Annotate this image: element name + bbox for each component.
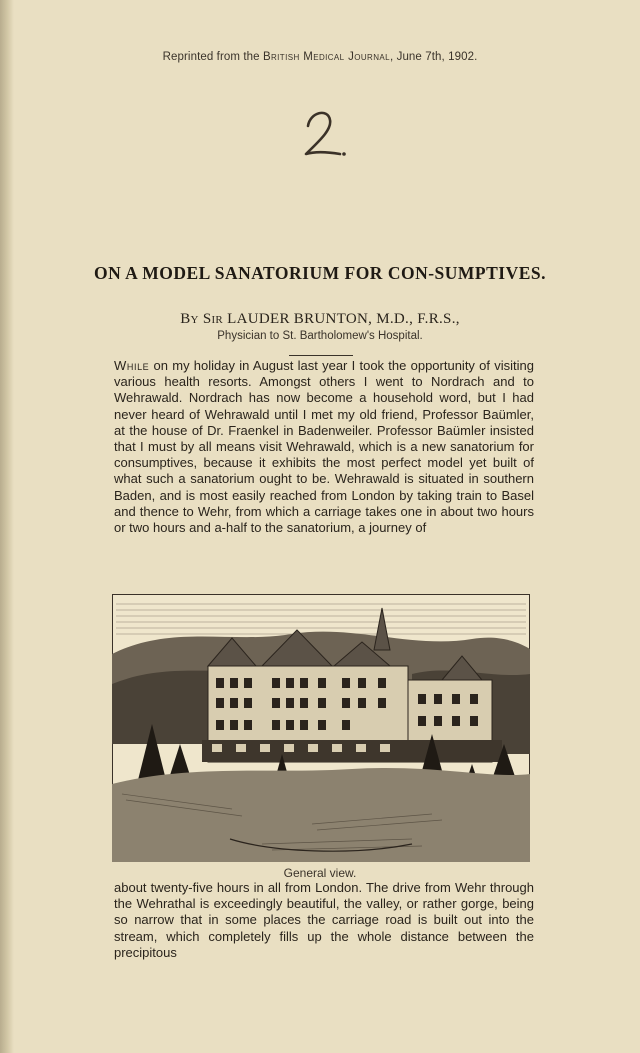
byline-prefix: By	[180, 311, 199, 327]
article-title-text: ON A MODEL SANATORIUM FOR CON-SUMPTIVES.	[93, 263, 547, 283]
paragraph-1-text: on my holiday in August last year I took the opportunity of visiting various health resorts. Amongst others I went to Nordrach and to Wehrawald. Nordrach has now become a household word, but I had never heard of Wehrawald until I met my old friend, Professor Baümler, at the house of Dr. Fraenkel in Badenweiler. Professor Baümler insisted that I must by all means visit Wehrawald, which is a new sanatorium for consumptives, because it exhibits the most perfect model yet built of what such a sanatorium ought to be. Wehrawald is situated in southern Baden, and is most easily reached from London by taking train to Basel and thence to Wehr, from which a carriage takes one in about two hours or two hours and a-half to the sanatorium, a journey of	[114, 358, 534, 536]
author-honorific: Sir	[202, 311, 224, 327]
sanatorium-engraving	[112, 594, 530, 862]
body-paragraph-1	[114, 358, 534, 536]
section-divider	[289, 355, 353, 356]
paragraph-lead-word: While	[114, 358, 150, 373]
engraving-illustration	[112, 594, 530, 862]
article-title	[0, 262, 640, 285]
paragraph-2-text: about twenty-five hours in all from London. The drive from Wehr through the Wehrathal is exceedingly beautiful, the valley, or rather gorge, being so narrow that in some places the carriage road is built out into the stream, which completely fills up the whole distance between the precipitous	[114, 880, 534, 960]
handwritten-mark-drawing	[300, 102, 350, 162]
page-spine-shadow	[0, 0, 14, 1053]
author-name: LAUDER BRUNTON, M.D., F.R.S.,	[227, 311, 460, 327]
handwritten-page-mark	[300, 102, 350, 162]
reprint-notice	[0, 51, 640, 63]
figure-caption: General view.	[283, 866, 357, 880]
journal-name: British Medical Journal	[262, 51, 390, 63]
byline	[0, 311, 640, 328]
reprint-date: , June 7th, 1902.	[390, 51, 478, 63]
reprint-prefix: Reprinted from the	[162, 51, 260, 63]
body-paragraph-2	[114, 880, 534, 961]
author-affiliation: Physician to St. Bartholomew's Hospital.	[217, 330, 423, 342]
